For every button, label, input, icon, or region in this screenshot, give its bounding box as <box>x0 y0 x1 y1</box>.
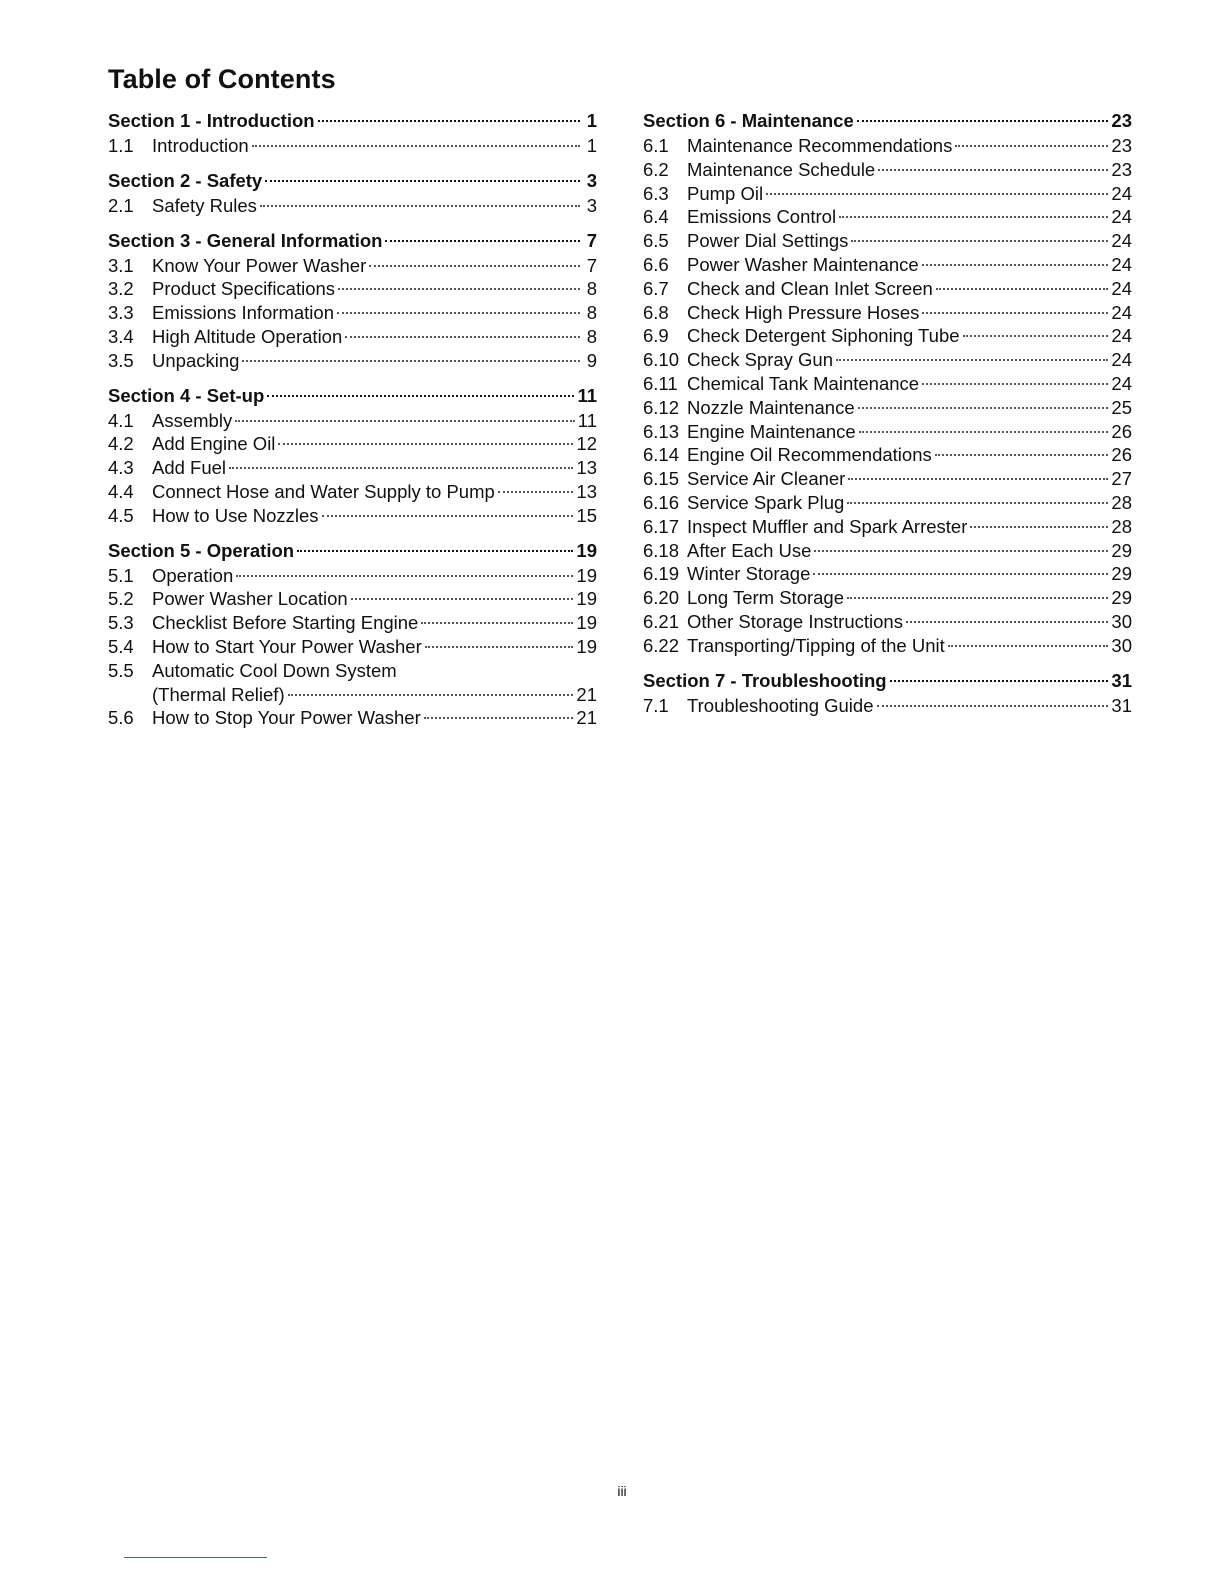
toc-page-number: 19 <box>576 635 597 657</box>
toc-entry-title: How to Use Nozzles <box>152 504 319 526</box>
dot-leader <box>318 120 580 122</box>
toc-entry-title: Power Washer Location <box>152 588 348 610</box>
toc-entry-number: 6.22 <box>643 634 680 656</box>
toc-section-heading[interactable] <box>108 383 597 409</box>
toc-entry[interactable] <box>108 564 597 588</box>
toc-section-title: Section 5 - Operation <box>108 539 295 561</box>
toc-entry[interactable] <box>643 229 1132 253</box>
dot-leader <box>859 431 1109 433</box>
toc-entry[interactable] <box>643 443 1132 467</box>
toc-entry-title: Long Term Storage <box>687 587 845 609</box>
toc-page-number: 13 <box>576 457 597 479</box>
toc-entry-number: 6.20 <box>643 587 680 609</box>
toc-entry[interactable] <box>643 562 1132 586</box>
dot-leader <box>836 359 1108 361</box>
toc-page-number: 8 <box>586 325 597 347</box>
dot-leader <box>906 621 1108 623</box>
toc-section-heading[interactable] <box>108 538 597 564</box>
toc-entry[interactable] <box>643 324 1132 348</box>
toc-entry[interactable] <box>108 611 597 635</box>
toc-entry[interactable] <box>108 409 597 433</box>
toc-entry-number: 6.10 <box>643 349 680 371</box>
toc-page-number: 15 <box>576 504 597 526</box>
toc-entry-number: 5.5 <box>108 659 134 681</box>
toc-entry-title: Check High Pressure Hoses <box>687 301 920 323</box>
toc-entry-title: Other Storage Instructions <box>687 610 903 632</box>
toc-page-number: 9 <box>586 349 597 371</box>
toc-entry-number: 6.5 <box>643 230 669 252</box>
toc-page-number: 30 <box>1111 610 1132 632</box>
toc-entry-number: 3.5 <box>108 349 134 371</box>
toc-section-heading[interactable] <box>108 108 597 134</box>
toc-entry[interactable] <box>108 683 597 707</box>
toc-entry-number: 2.1 <box>108 194 134 216</box>
dot-leader <box>498 491 574 493</box>
toc-entry[interactable] <box>643 539 1132 563</box>
toc-entry[interactable] <box>108 706 597 730</box>
toc-entry-title: Pump Oil <box>687 182 764 204</box>
toc-entry-number: 6.4 <box>643 206 669 228</box>
dot-leader <box>935 454 1109 456</box>
toc-entry-number: 3.3 <box>108 302 134 324</box>
toc-page-number: 21 <box>576 707 597 729</box>
toc-page-number: 19 <box>576 588 597 610</box>
toc-entry-title: Emissions Information <box>152 302 334 324</box>
toc-page-number: 1 <box>586 135 597 156</box>
toc-page-number: 24 <box>1111 206 1132 228</box>
toc-entry[interactable] <box>108 349 597 373</box>
toc-entry[interactable] <box>643 348 1132 372</box>
toc-entry-title: Operation <box>152 564 234 586</box>
toc-page-number: 13 <box>576 480 597 502</box>
toc-entry-title: Maintenance Schedule <box>687 158 876 180</box>
dot-leader <box>351 598 574 600</box>
dot-leader <box>814 550 1108 552</box>
dot-leader <box>345 336 580 338</box>
toc-entry-number: 6.19 <box>643 563 680 585</box>
toc-entry-title: Chemical Tank Maintenance <box>687 372 920 394</box>
dot-leader <box>385 240 580 242</box>
toc-page-number: 25 <box>1111 396 1132 418</box>
toc-page-number: 30 <box>1111 634 1132 656</box>
toc-entry-title: Service Spark Plug <box>687 491 845 513</box>
toc-entry[interactable] <box>108 432 597 456</box>
dot-leader <box>242 360 580 362</box>
toc-entry-number: 4.5 <box>108 504 134 526</box>
toc-entry-title: Checklist Before Starting Engine <box>152 612 419 634</box>
toc-entry-title: Check Spray Gun <box>687 349 834 371</box>
toc-entry[interactable] <box>643 634 1132 658</box>
toc-page-number: 24 <box>1111 277 1132 299</box>
toc-entry-title: After Each Use <box>687 539 812 561</box>
toc-page-number: 7 <box>586 254 597 276</box>
toc-entry-title: Assembly <box>152 409 233 431</box>
toc-entry[interactable] <box>108 480 597 504</box>
toc-section-title: Section 4 - Set-up <box>108 384 265 406</box>
toc-section-heading[interactable] <box>643 108 1132 134</box>
dot-leader <box>766 193 1108 195</box>
toc-page-number: 23 <box>1111 110 1132 131</box>
dot-leader <box>236 575 573 577</box>
toc-entry-title: Know Your Power Washer <box>152 254 367 276</box>
toc-page-number: 26 <box>1111 420 1132 442</box>
toc-entry-title: Engine Oil Recommendations <box>687 444 932 466</box>
dot-leader <box>278 443 573 445</box>
toc-entry-title: Power Washer Maintenance <box>687 253 919 275</box>
toc-entry[interactable] <box>108 659 597 683</box>
dot-leader <box>922 383 1108 385</box>
toc-entry[interactable] <box>108 134 597 158</box>
toc-entry[interactable] <box>643 694 1132 718</box>
dot-leader <box>267 395 574 397</box>
toc-entry-title: Automatic Cool Down System <box>152 659 397 681</box>
toc-entry-number: 5.2 <box>108 588 134 610</box>
toc-entry-number: 4.1 <box>108 409 134 431</box>
dot-leader <box>848 478 1108 480</box>
toc-entry-title: Winter Storage <box>687 563 811 585</box>
toc-entry-number: 1.1 <box>108 135 134 156</box>
toc-entry-title: Nozzle Maintenance <box>687 396 855 418</box>
dot-leader <box>260 205 580 207</box>
toc-section-title: Section 1 - Introduction <box>108 110 315 131</box>
toc-entry-title: Engine Maintenance <box>687 420 856 442</box>
dot-leader <box>337 312 580 314</box>
dot-leader <box>813 573 1108 575</box>
toc-page-number: 23 <box>1111 158 1132 180</box>
toc-entry-number: 6.15 <box>643 468 680 490</box>
toc-entry-number: 4.3 <box>108 457 134 479</box>
toc-page-number: 11 <box>577 384 597 406</box>
toc-page-number: 19 <box>576 612 597 634</box>
toc-entry-number: 6.17 <box>643 515 680 537</box>
toc-page-number: 19 <box>576 539 597 561</box>
toc-entry-title: Add Fuel <box>152 457 227 479</box>
dot-leader <box>851 240 1108 242</box>
dot-leader <box>922 264 1109 266</box>
toc-page-number: 29 <box>1111 563 1132 585</box>
toc-page-number: 7 <box>586 229 597 251</box>
toc-entry[interactable] <box>643 491 1132 515</box>
toc-entry-number: 6.3 <box>643 182 669 204</box>
toc-page-number: 24 <box>1111 182 1132 204</box>
toc-section-heading[interactable] <box>108 228 597 254</box>
dot-leader <box>877 705 1109 707</box>
toc-entry-title: Check Detergent Siphoning Tube <box>687 325 960 347</box>
dot-leader <box>252 145 580 147</box>
toc-page-number: 11 <box>577 409 597 431</box>
dot-leader <box>847 597 1108 599</box>
toc-entry[interactable] <box>108 587 597 611</box>
toc-entry-title: How to Stop Your Power Washer <box>152 707 421 729</box>
toc-entry-title: Connect Hose and Water Supply to Pump <box>152 480 495 502</box>
toc-entry-title: (Thermal Relief) <box>152 683 285 705</box>
dot-leader <box>338 288 580 290</box>
toc-entry[interactable] <box>108 325 597 349</box>
toc-entry-title: Troubleshooting Guide <box>687 694 874 716</box>
dot-leader <box>229 467 573 469</box>
toc-entry[interactable] <box>643 420 1132 444</box>
toc-page-number: 27 <box>1111 468 1132 490</box>
dot-leader <box>421 622 573 624</box>
toc-page-number: 26 <box>1111 444 1132 466</box>
dot-leader <box>235 420 575 422</box>
toc-entry-number: 5.3 <box>108 612 134 634</box>
toc-entry[interactable] <box>643 515 1132 539</box>
toc-entry-number: 6.14 <box>643 444 680 466</box>
toc-page-number: 23 <box>1111 135 1132 156</box>
toc-entry[interactable] <box>643 301 1132 325</box>
dot-leader <box>858 407 1109 409</box>
toc-entry-title: Safety Rules <box>152 194 257 216</box>
toc-entry[interactable] <box>643 396 1132 420</box>
dot-leader <box>963 335 1109 337</box>
toc-entry[interactable] <box>643 372 1132 396</box>
dot-leader <box>878 169 1108 171</box>
toc-page-number: 28 <box>1111 491 1132 513</box>
toc-entry-number: 6.9 <box>643 325 669 347</box>
toc-section-heading[interactable] <box>643 668 1132 694</box>
toc-entry-number: 4.4 <box>108 480 134 502</box>
dot-leader <box>425 646 574 648</box>
toc-page-number: 31 <box>1111 694 1132 716</box>
dot-leader <box>288 694 574 696</box>
toc-entry[interactable] <box>108 301 597 325</box>
toc-entry-number: 6.18 <box>643 539 680 561</box>
dot-leader <box>322 515 574 517</box>
toc-entry-number: 6.1 <box>643 135 669 156</box>
toc-entry[interactable] <box>108 635 597 659</box>
toc-entry[interactable] <box>108 277 597 301</box>
toc-page-number: 24 <box>1111 230 1132 252</box>
toc-entry[interactable] <box>643 253 1132 277</box>
toc-page-number: 29 <box>1111 587 1132 609</box>
toc-entry[interactable] <box>643 610 1132 634</box>
toc-entry-number: 5.6 <box>108 707 134 729</box>
toc-entry-number: 7.1 <box>643 694 669 716</box>
toc-left-column <box>108 108 597 730</box>
toc-entry[interactable] <box>643 277 1132 301</box>
toc-entry-title: Check and Clean Inlet Screen <box>687 277 933 299</box>
toc-entry-number: 3.4 <box>108 325 134 347</box>
toc-entry-number: 6.12 <box>643 396 680 418</box>
toc-entry-number: 5.4 <box>108 635 134 657</box>
toc-entry[interactable] <box>643 134 1132 158</box>
toc-right-column <box>643 108 1132 717</box>
toc-page-number: 24 <box>1111 349 1132 371</box>
toc-entry-number: 6.2 <box>643 158 669 180</box>
toc-entry-title: Inspect Muffler and Spark Arrester <box>687 515 968 537</box>
toc-entry-title: How to Start Your Power Washer <box>152 635 422 657</box>
toc-entry[interactable] <box>643 158 1132 182</box>
toc-entry-number: 6.16 <box>643 491 680 513</box>
dot-leader <box>890 680 1109 682</box>
toc-entry-title: High Altitude Operation <box>152 325 343 347</box>
toc-entry-title: Service Air Cleaner <box>687 468 846 490</box>
toc-entry-number: 6.11 <box>643 372 678 394</box>
toc-entry[interactable] <box>643 182 1132 206</box>
dot-leader <box>839 216 1108 218</box>
toc-entry-title: Introduction <box>152 135 249 156</box>
toc-page-number: 29 <box>1111 539 1132 561</box>
toc-page-number: 8 <box>586 278 597 300</box>
toc-entry[interactable] <box>643 467 1132 491</box>
toc-page-number: 21 <box>576 683 597 705</box>
toc-page-number: 3 <box>586 194 597 216</box>
toc-page-number: 28 <box>1111 515 1132 537</box>
toc-entry[interactable] <box>108 194 597 218</box>
dot-leader <box>369 265 580 267</box>
toc-page-number: 24 <box>1111 372 1132 394</box>
toc-page-number: 24 <box>1111 253 1132 275</box>
toc-entry-title: Add Engine Oil <box>152 433 276 455</box>
toc-page-number: 24 <box>1111 325 1132 347</box>
footer-divider <box>124 1557 267 1558</box>
toc-entry-title: Transporting/Tipping of the Unit <box>687 634 945 656</box>
toc-entry[interactable] <box>643 586 1132 610</box>
toc-page-number: 8 <box>586 302 597 324</box>
toc-entry-number: 3.2 <box>108 278 134 300</box>
toc-entry-number: 4.2 <box>108 433 134 455</box>
toc-entry[interactable] <box>108 504 597 528</box>
dot-leader <box>297 550 573 552</box>
toc-page-number: 31 <box>1111 669 1132 691</box>
toc-entry-number: 6.6 <box>643 253 669 275</box>
toc-entry[interactable] <box>108 456 597 480</box>
toc-entry-title: Unpacking <box>152 349 240 371</box>
toc-entry-number: 6.7 <box>643 277 669 299</box>
footer-page-number: iii <box>617 1483 627 1499</box>
toc-section-heading[interactable] <box>108 168 597 194</box>
toc-page-number: 24 <box>1111 301 1132 323</box>
toc-page-number: 3 <box>586 169 597 191</box>
toc-entry-number: 6.13 <box>643 420 680 442</box>
dot-leader <box>424 717 574 719</box>
toc-section-title: Section 6 - Maintenance <box>643 110 854 131</box>
toc-entry-number: 3.1 <box>108 254 134 276</box>
toc-page-number: 12 <box>576 433 597 455</box>
toc-section-title: Section 7 - Troubleshooting <box>643 669 887 691</box>
toc-entry-title: Maintenance Recommendations <box>687 135 953 156</box>
dot-leader <box>847 502 1108 504</box>
dot-leader <box>857 120 1109 122</box>
dot-leader <box>936 288 1109 290</box>
toc-entry-title: Emissions Control <box>687 206 837 228</box>
dot-leader <box>948 645 1109 647</box>
toc-entry-title: Product Specifications <box>152 278 336 300</box>
toc-page-number: 1 <box>586 110 597 131</box>
dot-leader <box>922 312 1108 314</box>
dot-leader <box>265 180 580 182</box>
toc-entry-title: Power Dial Settings <box>687 230 849 252</box>
toc-entry-number: 6.8 <box>643 301 669 323</box>
dot-leader <box>955 145 1108 147</box>
dot-leader <box>970 526 1108 528</box>
toc-section-title: Section 3 - General Information <box>108 229 383 251</box>
toc-entry-number: 6.21 <box>643 610 680 632</box>
toc-entry[interactable] <box>108 254 597 278</box>
toc-page-number: 19 <box>576 564 597 586</box>
page-title: Table of Contents <box>108 64 336 94</box>
toc-section-title: Section 2 - Safety <box>108 169 263 191</box>
toc-entry[interactable] <box>643 205 1132 229</box>
toc-entry-number: 5.1 <box>108 564 134 586</box>
